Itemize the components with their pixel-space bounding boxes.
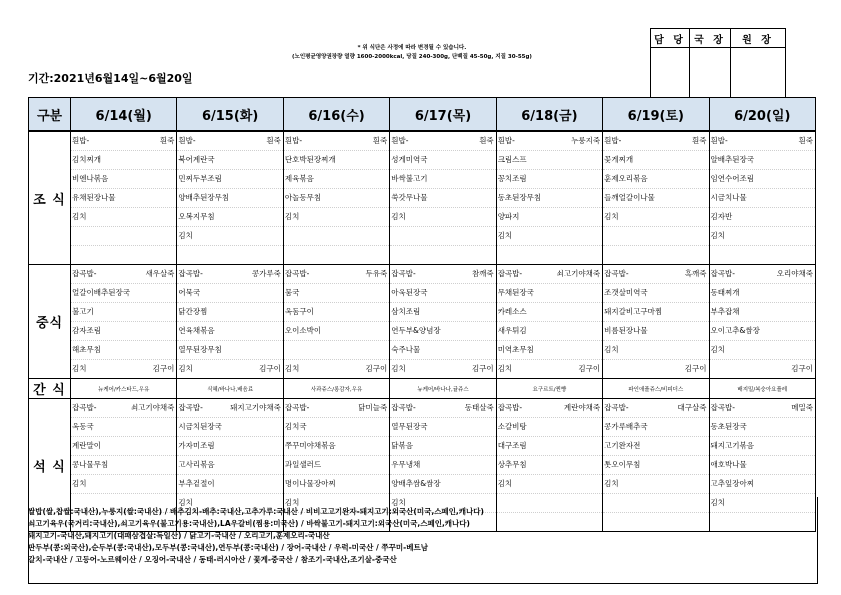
approval-head-header: 원 장 <box>731 29 786 48</box>
dish-item: 김치 <box>710 494 815 513</box>
dish-item: 어묵국 <box>177 284 282 303</box>
rice-porridge-line <box>710 132 815 151</box>
rice-porridge-line <box>177 265 282 284</box>
last-line <box>603 360 708 378</box>
dish-item: 북어계란국 <box>177 151 282 170</box>
side-item: 김구이 <box>578 364 601 373</box>
dish-item: 쑥갓무나물 <box>390 189 495 208</box>
last-line <box>390 360 495 378</box>
rice-item: 잡곡밥- <box>391 269 416 278</box>
dish-item: 김치 <box>390 208 495 227</box>
rice-porridge-line <box>71 132 176 151</box>
side-item: 김구이 <box>471 364 494 373</box>
snack-cell: 파인애플쥬스/비피더스 <box>603 379 709 399</box>
approval-director-header: 국 장 <box>690 29 731 48</box>
last-line <box>497 360 602 378</box>
dish-item: 가자미조림 <box>177 437 282 456</box>
side-item: 김구이 <box>259 364 281 373</box>
rice-porridge-line <box>71 399 176 418</box>
rice-porridge-line <box>497 265 602 284</box>
dish-item: 오복지무침 <box>177 208 282 227</box>
dish-item: 얼갈이배추된장국 <box>71 284 176 303</box>
dish-item: 민찌두부조림 <box>177 170 282 189</box>
porridge-item: 메밀죽 <box>791 403 813 412</box>
rice-porridge-line <box>177 399 282 418</box>
dish-item: 해초무침 <box>71 341 176 360</box>
origin-line: 갈치-국내산 / 고등어-노르웨이산 / 오징어-국내산 / 동태-러시아산 / 꽃게-중국산 / 참조기-국내산,조기살-중국산 <box>28 555 397 564</box>
notice <box>262 44 562 62</box>
dish-item: 불고기 <box>71 303 176 322</box>
dish-item: 새우튀김 <box>497 322 602 341</box>
day-header: 6/14(월) <box>71 98 177 132</box>
snack-cell: 뉴케어/카스타드,우유 <box>71 379 177 399</box>
rice-item: 흰밥- <box>497 136 515 145</box>
dish-item: 비름된장나물 <box>603 322 708 341</box>
dish-item: 오이고추&쌈장 <box>710 322 815 341</box>
porridge-item: 돼지고기야채죽 <box>230 403 281 412</box>
dish-item: 동초된장국 <box>710 418 815 437</box>
dish-item: 돼지고기볶음 <box>710 437 815 456</box>
porridge-item: 두유죽 <box>365 269 388 278</box>
dish-item <box>284 341 389 360</box>
last-line <box>390 246 495 264</box>
side-item: 김구이 <box>791 364 813 373</box>
porridge-item: 계란야채죽 <box>563 403 601 412</box>
dish-item: 연두부&양념장 <box>390 322 495 341</box>
notice-line-1: * 위 식단은 사정에 따라 변경될 수 있습니다. <box>357 45 467 51</box>
dish-item: 양배추쌈&쌈장 <box>390 475 495 494</box>
breakfast-row <box>29 131 816 265</box>
rice-item: 흰밥- <box>391 136 409 145</box>
rice-porridge-line <box>603 132 708 151</box>
rice-item: 흰밥- <box>710 136 728 145</box>
kimchi-item: 김치 <box>284 364 300 373</box>
rice-item: 잡곡밥- <box>284 269 310 278</box>
dish-item: 소갈비탕 <box>497 418 602 437</box>
dish-item: 돼지갈비고구마찜 <box>603 303 708 322</box>
snack-cell: 사과쥬스/롱감자,우유 <box>283 379 389 399</box>
dish-item: 고사리볶음 <box>177 456 282 475</box>
dish-item: 계란말이 <box>71 437 176 456</box>
dish-item: 김치 <box>497 475 602 494</box>
rice-porridge-line <box>71 265 176 284</box>
dish-item <box>603 227 708 246</box>
snack-label: 간 식 <box>29 379 71 399</box>
lunch-cell <box>177 265 283 379</box>
header-row <box>29 98 816 132</box>
snack-cell: 배지밀/복숭아요플레 <box>709 379 815 399</box>
rice-porridge-line <box>284 132 389 151</box>
dish-item: 크림스프 <box>497 151 602 170</box>
notice-line-2: (노인평균영양권장량 열량 1600-2000kcal, 당질 240-300g, 단백질 45-50g, 지질 30-55g) <box>292 54 532 60</box>
dish-item: 대구조림 <box>497 437 602 456</box>
dish-item: 부추겉절이 <box>177 475 282 494</box>
snack-row <box>29 379 816 399</box>
dish-item: 김치 <box>177 227 282 246</box>
dish-item: 시금치나물 <box>710 189 815 208</box>
breakfast-cell <box>177 131 283 265</box>
dish-item: 비엔나볶음 <box>71 170 176 189</box>
porridge-item: 흰죽 <box>159 136 175 145</box>
breakfast-cell <box>390 131 496 265</box>
rice-porridge-line <box>284 265 389 284</box>
last-line <box>710 246 815 264</box>
dish-item: 열무된장국 <box>390 418 495 437</box>
origin-line: 돼지고기-국내산,돼지고기(대패삼겹살:독일산) / 닭고기-국내산 / 오리고기,훈제오리-국내산 <box>28 531 330 540</box>
lunch-cell <box>283 265 389 379</box>
dish-item: 쭈꾸미야채볶음 <box>284 437 389 456</box>
dish-item: 숙주나물 <box>390 341 495 360</box>
day-header: 6/17(목) <box>390 98 496 132</box>
side-item: 김구이 <box>152 364 175 373</box>
dish-item: 김치 <box>284 208 389 227</box>
dish-item: 콩나물무침 <box>71 456 176 475</box>
dish-item: 부추잡채 <box>710 303 815 322</box>
porridge-item: 누룽지죽 <box>571 136 601 145</box>
dish-item: 톳오이무침 <box>603 456 708 475</box>
dish-item: 꽁치조림 <box>497 170 602 189</box>
rice-porridge-line <box>497 132 602 151</box>
dish-item: 고기완자전 <box>603 437 708 456</box>
dish-item: 옥동국 <box>71 418 176 437</box>
dish-item: 고추잎장아찌 <box>710 475 815 494</box>
rice-item: 흰밥- <box>604 136 622 145</box>
day-header: 6/19(토) <box>603 98 709 132</box>
lunch-row <box>29 265 816 379</box>
dish-item: 알배추된장국 <box>710 151 815 170</box>
porridge-item: 쇠고기야채죽 <box>556 269 601 278</box>
lunch-label: 중식 <box>29 265 71 379</box>
last-line <box>284 246 389 264</box>
dish-item: 김치 <box>603 341 708 360</box>
breakfast-label: 조 식 <box>29 131 71 265</box>
last-line <box>177 246 282 264</box>
rice-item: 잡곡밥- <box>284 403 310 412</box>
last-line <box>177 360 282 378</box>
dish-item: 감자조림 <box>71 322 176 341</box>
porridge-item: 닭미늘죽 <box>358 403 388 412</box>
dish-item: 김치 <box>710 227 815 246</box>
origin-line: 판두부(콩:외국산),순두부(콩:국내산),모두부(콩:국내산),연두부(콩:국내산) / 장어-국내산 / 우럭-미국산 / 쭈꾸미-베트남 <box>28 543 428 552</box>
dish-item: 명이나물장아찌 <box>284 475 389 494</box>
dish-item: 단호박된장찌개 <box>284 151 389 170</box>
approval-head-sign <box>731 48 786 103</box>
side-item: 김구이 <box>684 364 707 373</box>
rice-item: 잡곡밥- <box>604 403 629 412</box>
rice-item: 잡곡밥- <box>178 269 203 278</box>
dish-item: 김치찌개 <box>71 151 176 170</box>
dish-item: 김치 <box>71 208 176 227</box>
dish-item: 들깨얼갈이나물 <box>603 189 708 208</box>
kimchi-item: 김치 <box>178 364 193 373</box>
breakfast-cell <box>603 131 709 265</box>
rice-porridge-line <box>603 265 708 284</box>
dish-item: 김치 <box>390 494 495 513</box>
porridge-item: 흰죽 <box>266 136 281 145</box>
approval-box <box>650 28 786 103</box>
dish-item: 김치 <box>177 494 282 513</box>
dish-item: 성게미역국 <box>390 151 495 170</box>
last-line <box>603 246 708 264</box>
last-line <box>284 360 389 378</box>
dinner-label: 석 식 <box>29 399 71 532</box>
breakfast-cell <box>709 131 815 265</box>
porridge-item: 흰죽 <box>479 136 494 145</box>
lunch-cell <box>709 265 815 379</box>
dish-item: 동초된장무침 <box>497 189 602 208</box>
rice-item: 잡곡밥- <box>178 403 203 412</box>
porridge-item: 흰죽 <box>692 136 707 145</box>
porridge-item: 흑깨죽 <box>684 269 707 278</box>
dish-item: 옥돔구이 <box>284 303 389 322</box>
porridge-item: 대구살죽 <box>677 403 707 412</box>
porridge-item: 오리야채죽 <box>776 269 813 278</box>
dish-item: 연육채볶음 <box>177 322 282 341</box>
lunch-cell <box>71 265 177 379</box>
porridge-item: 쇠고기야채죽 <box>130 403 175 412</box>
dish-item: 오이소박이 <box>284 322 389 341</box>
rice-item: 잡곡밥- <box>710 403 735 412</box>
rice-porridge-line <box>710 399 815 418</box>
dish-item: 카레소스 <box>497 303 602 322</box>
dish-item: 닭간장찜 <box>177 303 282 322</box>
lunch-cell <box>390 265 496 379</box>
dish-item: 동태찌개 <box>710 284 815 303</box>
approval-staff-sign <box>651 48 690 103</box>
origin-line: 쌀밥(쌀,찹쌀:국내산),누룽지(쌀:국내산) / 배추김치-배추:국내산,고추가루:국내산 / 비비고고기완자-돼지고기:외국산(미국,스페인,캐나다) <box>28 507 484 516</box>
dish-item: 양배추된장무침 <box>177 189 282 208</box>
approval-staff-header: 담 당 <box>651 29 690 48</box>
rice-porridge-line <box>390 399 495 418</box>
dish-item: 김치 <box>603 208 708 227</box>
dish-item: 우무냉채 <box>390 456 495 475</box>
last-line <box>497 246 602 264</box>
porridge-item: 흰죽 <box>798 136 813 145</box>
dish-item: 제육볶음 <box>284 170 389 189</box>
rice-item: 흰밥- <box>284 136 303 145</box>
dish-item: 김치 <box>710 341 815 360</box>
approval-director-sign <box>690 48 731 103</box>
last-line <box>710 360 815 378</box>
dish-item: 김치 <box>284 494 389 513</box>
rice-porridge-line <box>390 132 495 151</box>
dish-item: 김치 <box>603 475 708 494</box>
dish-item: 애호박나물 <box>710 456 815 475</box>
breakfast-cell <box>283 131 389 265</box>
porridge-item: 동태살죽 <box>464 403 494 412</box>
kimchi-item: 김치 <box>391 364 406 373</box>
rice-item: 흰밥- <box>178 136 196 145</box>
porridge-item: 새우살죽 <box>145 269 175 278</box>
day-header: 6/20(일) <box>709 98 815 132</box>
snack-cell: 식혜/바나나,배음료 <box>177 379 283 399</box>
snack-cell: 뉴케어/바나나,귤쥬스 <box>390 379 496 399</box>
dish-item <box>71 227 176 246</box>
dish-item: 삼치조림 <box>390 303 495 322</box>
dish-item: 유채된장나물 <box>71 189 176 208</box>
kimchi-item: 김치 <box>497 364 513 373</box>
dish-item: 김치 <box>71 475 176 494</box>
rice-porridge-line <box>710 265 815 284</box>
dish-item: 훈제오리볶음 <box>603 170 708 189</box>
day-header: 6/16(수) <box>283 98 389 132</box>
period-label: 기간:2021년6월14일~6월20일 <box>28 72 193 85</box>
breakfast-cell <box>71 131 177 265</box>
dish-item: 바싹불고기 <box>390 170 495 189</box>
dish-item: 닭볶음 <box>390 437 495 456</box>
dish-item: 열무된장무침 <box>177 341 282 360</box>
menu-table <box>28 97 816 532</box>
dish-item: 미역초무침 <box>497 341 602 360</box>
dish-item: 아욱된장국 <box>390 284 495 303</box>
origin-line: 쇠고기육우(국거리:국내산),쇠고기육우(불고기용:국내산),LA우갈비(찜용:미국산) / 바싹불고기-돼지고기:외국산(미국,스페인,캐나다) <box>28 519 470 528</box>
origin-info <box>28 506 816 566</box>
lunch-cell <box>603 265 709 379</box>
dish-item: 시금치된장국 <box>177 418 282 437</box>
rice-porridge-line <box>603 399 708 418</box>
dish-item: 김치 <box>497 227 602 246</box>
rice-porridge-line <box>497 399 602 418</box>
porridge-item: 참깨죽 <box>471 269 494 278</box>
rice-item: 잡곡밥- <box>497 269 523 278</box>
dish-item <box>390 227 495 246</box>
corner-header: 구분 <box>29 98 71 132</box>
dish-item: 무채된장국 <box>497 284 602 303</box>
last-line <box>71 360 176 378</box>
porridge-item: 흰죽 <box>372 136 388 145</box>
dish-item: 과일샐러드 <box>284 456 389 475</box>
dish-item: 김자반 <box>710 208 815 227</box>
rice-item: 잡곡밥- <box>710 269 735 278</box>
dish-item: 상추무침 <box>497 456 602 475</box>
lunch-cell <box>496 265 602 379</box>
rice-porridge-line <box>177 132 282 151</box>
dish-item: 양파지 <box>497 208 602 227</box>
dish-item: 조갯살미역국 <box>603 284 708 303</box>
dish-item: 아놀동무침 <box>284 189 389 208</box>
breakfast-cell <box>496 131 602 265</box>
dish-item: 뭄국 <box>284 284 389 303</box>
porridge-item: 콩가루죽 <box>251 269 281 278</box>
dish-item <box>284 227 389 246</box>
dish-item: 콩가루배추국 <box>603 418 708 437</box>
snack-cell: 요구르트/찐빵 <box>496 379 602 399</box>
rice-porridge-line <box>284 399 389 418</box>
rice-item: 흰밥- <box>72 136 90 145</box>
day-header: 6/18(금) <box>496 98 602 132</box>
rice-item: 잡곡밥- <box>72 403 97 412</box>
rice-item: 잡곡밥- <box>391 403 416 412</box>
side-item: 김구이 <box>365 364 388 373</box>
dish-item: 꽃게찌개 <box>603 151 708 170</box>
dish-item: 김치국 <box>284 418 389 437</box>
last-line <box>71 246 176 264</box>
kimchi-item: 김치 <box>72 364 87 373</box>
rice-item: 잡곡밥- <box>604 269 629 278</box>
rice-item: 잡곡밥- <box>72 269 97 278</box>
day-header: 6/15(화) <box>177 98 283 132</box>
rice-porridge-line <box>390 265 495 284</box>
rice-item: 잡곡밥- <box>497 403 523 412</box>
dish-item: 임연수어조림 <box>710 170 815 189</box>
